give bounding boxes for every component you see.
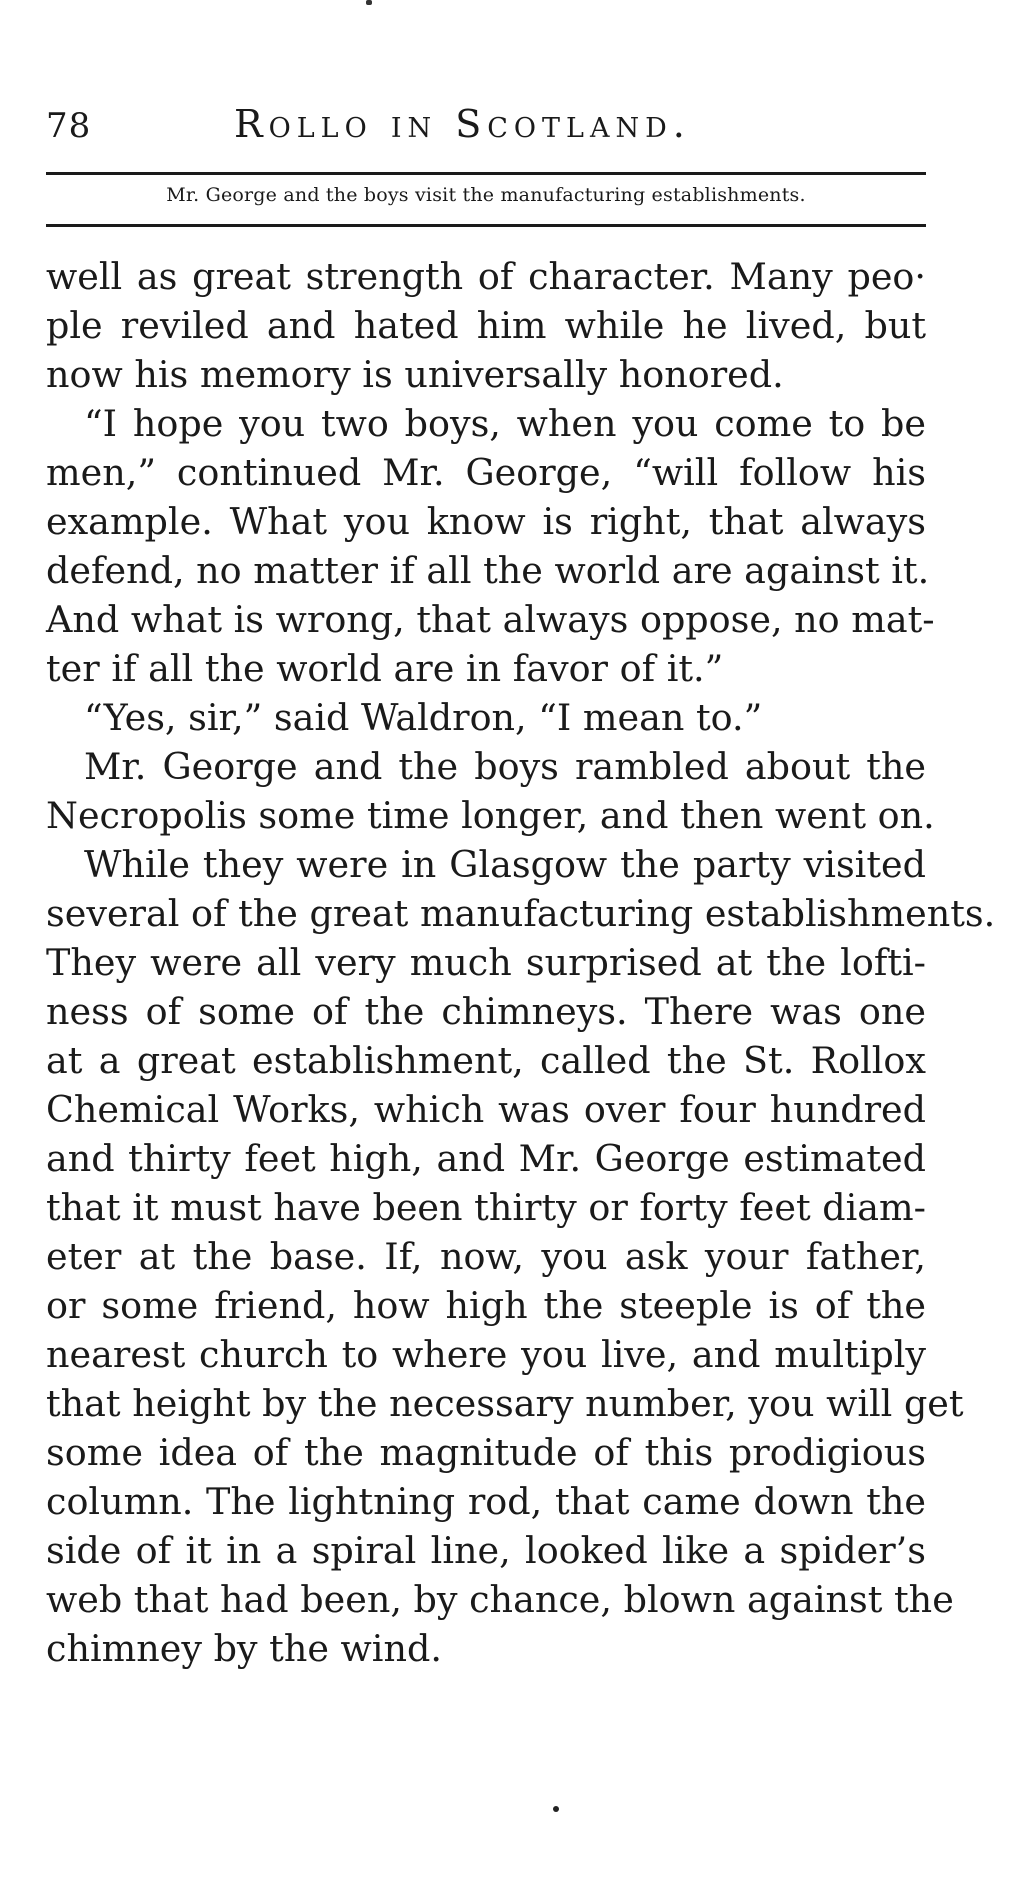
chapter-summary: Mr. George and the boys visit the manufacturing establishments. — [166, 184, 806, 206]
text-line: ness of some of the chimneys. There was one — [46, 990, 926, 1033]
text-line: Chemical Works, which was over four hundred — [46, 1088, 926, 1131]
text-line: chimney by the wind. — [46, 1627, 442, 1670]
body-text — [46, 252, 996, 1673]
text-line: ple reviled and hated him while he lived, but — [46, 304, 926, 347]
text-line: defend, no matter if all the world are against it. — [46, 549, 930, 592]
text-line: nearest church to where you live, and multiply — [46, 1333, 926, 1376]
text-line: ter if all the world are in favor of it.” — [46, 647, 724, 690]
page-number: 78 — [46, 106, 92, 146]
text-line: that it must have been thirty or forty feet diam- — [46, 1186, 926, 1229]
text-line: or some friend, how high the steeple is of the — [46, 1284, 926, 1327]
text-line: and thirty feet high, and Mr. George estimated — [46, 1137, 926, 1180]
print-speck — [366, 0, 372, 5]
text-line: men,” continued Mr. George, “will follow his — [46, 451, 926, 494]
text-line: that height by the necessary number, you will get — [46, 1382, 964, 1425]
running-head — [46, 100, 926, 160]
header-rule-top — [46, 172, 926, 175]
text-line: column. The lightning rod, that came down the — [46, 1480, 926, 1523]
text-line: While they were in Glasgow the party visited — [84, 843, 926, 886]
text-line: side of it in a spiral line, looked like a spider’s — [46, 1529, 926, 1572]
text-line: web that had been, by chance, blown against the — [46, 1578, 954, 1621]
text-line: now his memory is universally honored. — [46, 353, 784, 396]
header-rule-bottom — [46, 224, 926, 227]
text-line: Mr. George and the boys rambled about the — [84, 745, 926, 788]
text-line: “I hope you two boys, when you come to be — [84, 402, 926, 445]
text-line: example. What you know is right, that always — [46, 500, 926, 543]
text-line: Necropolis some time longer, and then went on. — [46, 794, 935, 837]
text-line: “Yes, sir,” said Waldron, “I mean to.” — [84, 696, 763, 739]
print-dot — [553, 1806, 559, 1812]
text-line: And what is wrong, that always oppose, no mat- — [46, 598, 935, 641]
text-line: eter at the base. If, now, you ask your father, — [46, 1235, 926, 1278]
text-line: well as great strength of character. Many peo· — [46, 255, 926, 298]
text-line: They were all very much surprised at the lofti- — [46, 941, 926, 984]
text-line: several of the great manufacturing establishments. — [46, 892, 996, 935]
text-line: some idea of the magnitude of this prodigious — [46, 1431, 926, 1474]
book-title: Rollo in Scotland. — [234, 102, 691, 146]
text-line: at a great establishment, called the St. Rollox — [46, 1039, 926, 1082]
